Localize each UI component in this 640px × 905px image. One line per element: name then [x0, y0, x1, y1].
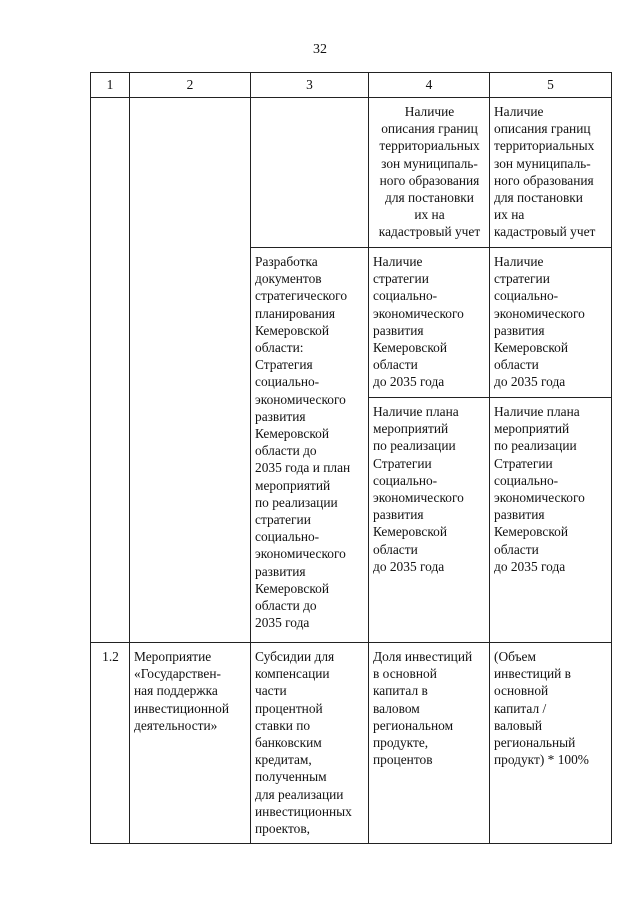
calculation-text: Наличие описания границ территориальных зон муниципаль- ного образования для постановки их на кадастровый учет [494, 104, 596, 240]
header-cell-3: 3 [251, 73, 369, 98]
row-number: 1.2 [102, 649, 119, 664]
table-cell-indicator [369, 98, 490, 248]
header-cell-1: 1 [91, 73, 130, 98]
activity-text: Разработка документов стратегического планирования Кемеровской области: Стратегия социально- экономического развития Кемеровской области до 2035 года и план мероприятий по реализации стратегии социально- экономического развития Кемеровской области до 2035 года [255, 254, 351, 631]
indicator-text: Наличие описания границ территориальных зон муниципаль- ного образования для постановки их на кадастровый учет [378, 104, 481, 240]
indicators-table [90, 72, 612, 844]
header-cell-4: 4 [369, 73, 490, 98]
page-number: 32 [313, 42, 327, 57]
indicator-text: Доля инвестиций в основной капитал в валовом региональном продукте, процентов [373, 649, 473, 768]
header-cell-2: 2 [130, 73, 251, 98]
table-cell-activity [251, 643, 369, 844]
table-header-row [91, 73, 612, 98]
table-row [91, 98, 612, 248]
table-cell-measure [130, 643, 251, 844]
activity-text: Субсидии для компенсации части процентной ставки по банковским кредитам, полученным для реализации инвестиционных проектов, [255, 649, 352, 837]
table-cell-calculation [490, 248, 612, 398]
table-cell-indicator [369, 643, 490, 844]
table-cell-number [91, 98, 130, 643]
table-cell-indicator [369, 398, 490, 643]
table-cell-indicator [369, 248, 490, 398]
header-cell-5: 5 [490, 73, 612, 98]
table-cell-measure [130, 98, 251, 643]
indicator-text: Наличие плана мероприятий по реализации Стратегии социально- экономического развития Кемеровской области до 2035 года [373, 404, 464, 574]
table-cell-calculation [490, 643, 612, 844]
calculation-text: (Объем инвестиций в основной капитал / валовый региональный продукт) * 100% [494, 649, 589, 768]
indicator-text: Наличие стратегии социально- экономического развития Кемеровской области до 2035 года [373, 254, 464, 390]
table-cell-number [91, 643, 130, 844]
table-cell-calculation [490, 398, 612, 643]
table-row [91, 643, 612, 844]
table-cell-calculation [490, 98, 612, 248]
calculation-text: Наличие стратегии социально- экономического развития Кемеровской области до 2035 года [494, 254, 585, 390]
measure-text: Мероприятие «Государствен- ная поддержка инвестиционной деятельности» [134, 649, 230, 733]
table-cell-activity [251, 248, 369, 643]
table-cell-activity [251, 98, 369, 248]
calculation-text: Наличие плана мероприятий по реализации Стратегии социально- экономического развития Кемеровской области до 2035 года [494, 404, 585, 574]
